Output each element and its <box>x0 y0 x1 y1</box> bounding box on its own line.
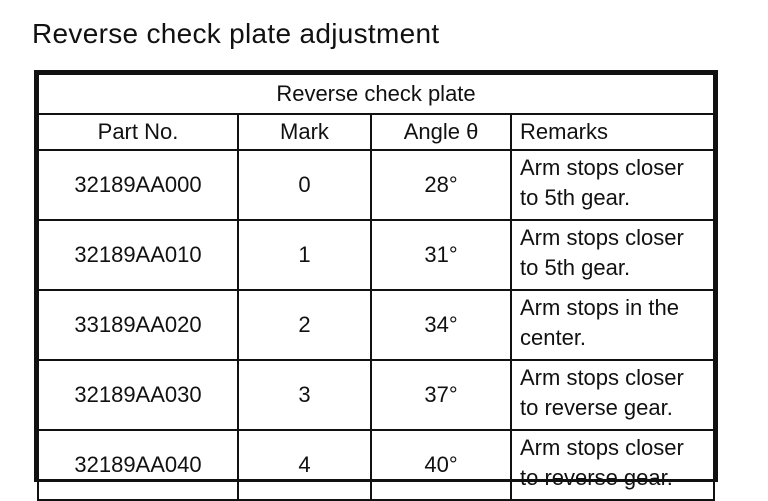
part-no-cell: 33189AA020 <box>38 290 238 360</box>
remarks-line: to 5th gear. <box>520 185 631 210</box>
angle-cell: 31° <box>371 220 511 290</box>
page-title: Reverse check plate adjustment <box>32 18 440 49</box>
mark-cell: 0 <box>238 150 371 220</box>
remarks-line: Arm stops closer <box>520 155 684 180</box>
remarks-cell <box>511 150 714 220</box>
remarks-line: Arm stops closer <box>520 225 684 250</box>
mark-cell: 2 <box>238 290 371 360</box>
remarks-line: to reverse gear. <box>520 395 673 420</box>
table-row <box>38 430 714 500</box>
part-no-cell: 32189AA000 <box>38 150 238 220</box>
table-caption: Reverse check plate <box>38 74 714 114</box>
mark-cell: 1 <box>238 220 371 290</box>
remarks-line: Arm stops closer <box>520 365 684 390</box>
remarks-line: center. <box>520 325 587 350</box>
header-mark: Mark <box>238 114 371 150</box>
angle-cell: 40° <box>371 430 511 500</box>
reverse-check-plate-table-container <box>34 70 718 490</box>
part-no-cell: 32189AA030 <box>38 360 238 430</box>
part-no-cell: 32189AA040 <box>38 430 238 500</box>
angle-cell: 34° <box>371 290 511 360</box>
table-caption-row <box>38 74 714 114</box>
reverse-check-plate-table <box>37 73 715 501</box>
remarks-line: Arm stops in the <box>520 295 679 320</box>
angle-cell: 28° <box>371 150 511 220</box>
header-angle: Angle θ <box>371 114 511 150</box>
angle-cell: 37° <box>371 360 511 430</box>
part-no-cell: 32189AA010 <box>38 220 238 290</box>
mark-cell: 4 <box>238 430 371 500</box>
remarks-cell <box>511 220 714 290</box>
remarks-line: Arm stops closer <box>520 435 684 460</box>
remarks-line: to 5th gear. <box>520 255 631 280</box>
table-row <box>38 290 714 360</box>
table-row <box>38 150 714 220</box>
mark-cell: 3 <box>238 360 371 430</box>
table-row <box>38 220 714 290</box>
table-header-row <box>38 114 714 150</box>
remarks-cell <box>511 430 714 500</box>
remarks-cell <box>511 360 714 430</box>
remarks-line: to reverse gear. <box>520 465 673 490</box>
remarks-cell <box>511 290 714 360</box>
table-row <box>38 360 714 430</box>
header-part-no: Part No. <box>38 114 238 150</box>
header-remarks: Remarks <box>511 114 714 150</box>
